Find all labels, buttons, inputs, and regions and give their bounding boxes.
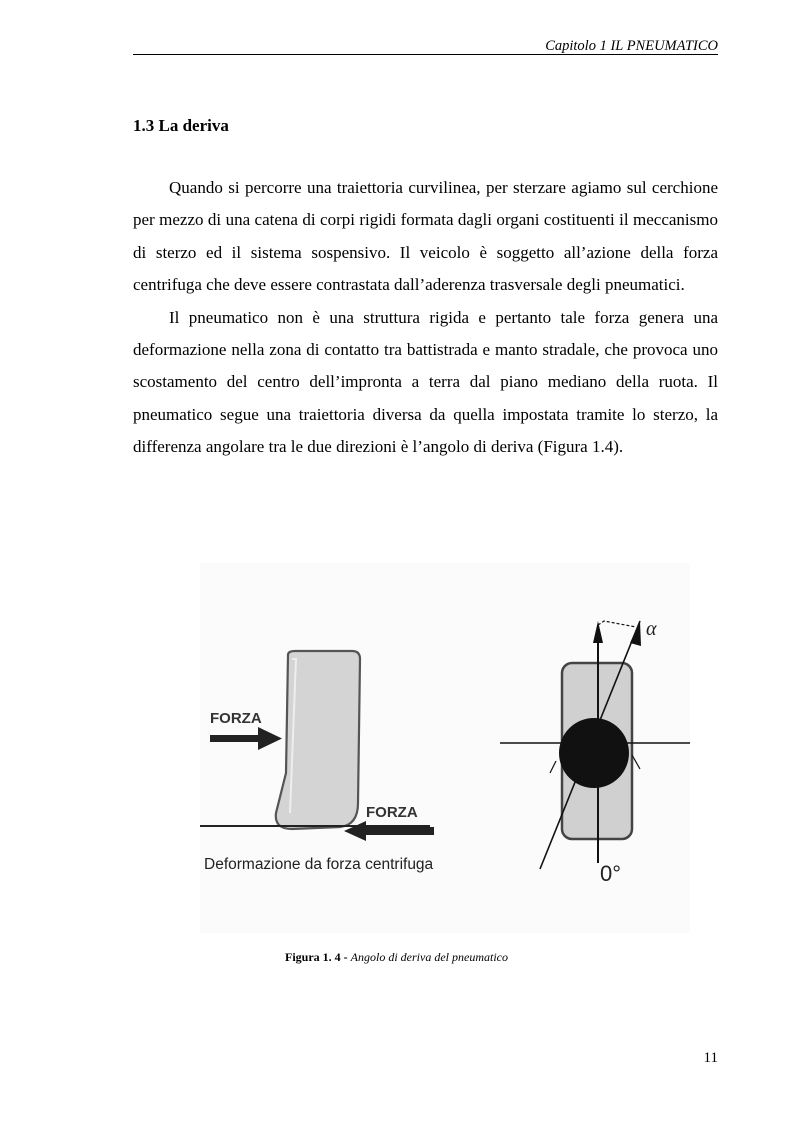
paragraph-1: Quando si percorre una traiettoria curvilinea, per sterzare agiamo sul cerchione per mezzo di una catena di corpi rigidi formata dagli organi costituenti il meccanismo di sterzo ed il sistema sospensivo. Il veicolo è soggetto all’azione della forza centrifuga che deve essere contrastata dall’aderenza trasversale degli pneumatici. <box>133 178 718 295</box>
page-number: 11 <box>703 1050 718 1066</box>
page-header <box>133 36 718 55</box>
figure-drawing <box>200 563 690 933</box>
tire-side-view <box>276 651 360 829</box>
zero-degree-label: 0° <box>600 861 622 886</box>
caption-label: Figura 1. 4 - <box>285 950 351 964</box>
force-label-top: FORZA <box>210 710 262 727</box>
deformation-label: Deformazione da forza centrifuga <box>204 856 434 873</box>
force-arrow-bottom <box>344 821 434 841</box>
tire-top-view <box>500 615 690 869</box>
alpha-label: α <box>646 618 657 640</box>
figure-slip-angle <box>200 563 690 933</box>
paragraph-2: Il pneumatico non è una struttura rigida e pertanto tale forza genera una deformazione nella zona di contatto tra battistrada e manto stradale, che provoca uno scostamento del centro dell’impronta a terra dal piano mediano della ruota. Il pneumatico segue una traiettoria diversa da quella impostata tramite lo sterzo, la differenza angolare tra le due direzioni è l’angolo di deriva (Figura 1.4). <box>133 307 718 457</box>
header-text: Capitolo 1 IL PNEUMATICO <box>545 38 718 54</box>
force-arrow-top <box>210 727 282 750</box>
body-text <box>133 172 718 464</box>
force-label-bottom: FORZA <box>366 804 418 821</box>
figure-caption <box>0 950 793 965</box>
section-title: 1.3 La deriva <box>133 116 229 135</box>
caption-text: Angolo di deriva del pneumatico <box>350 950 508 964</box>
